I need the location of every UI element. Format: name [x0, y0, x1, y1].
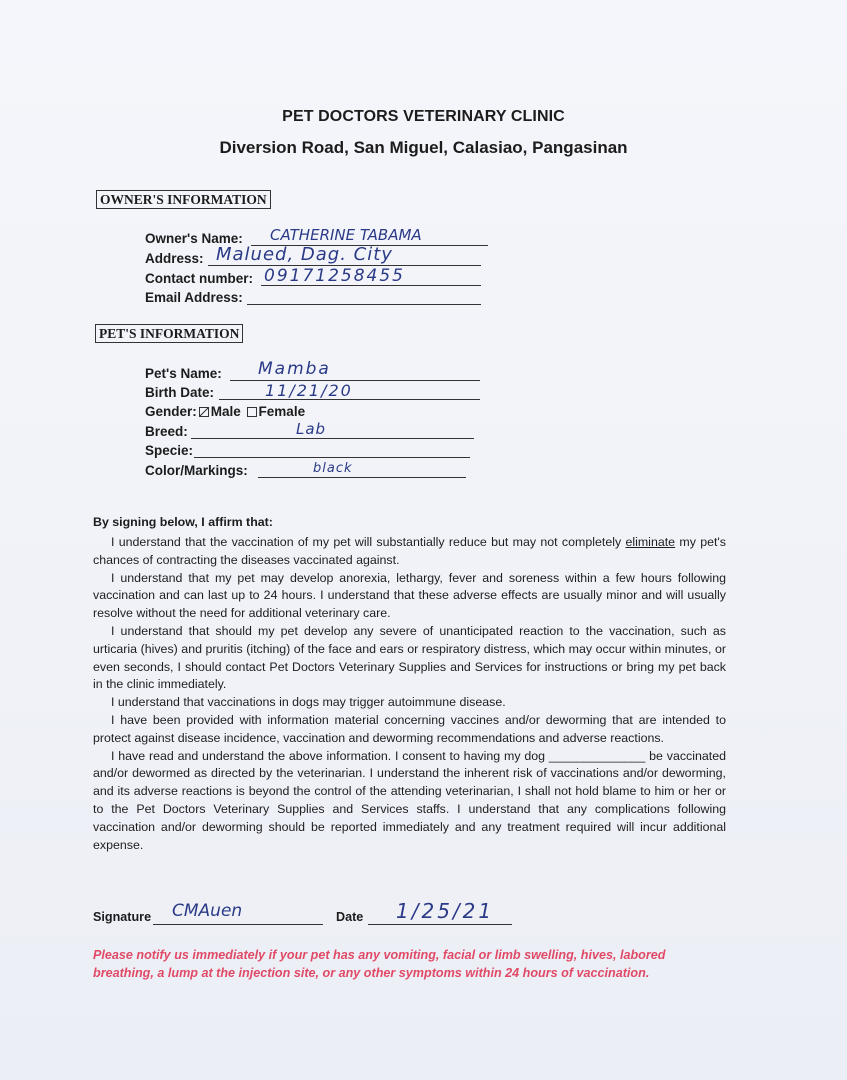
consent-paragraph: I understand that my pet may develop anorexia, lethargy, fever and soreness within a few hours following vaccination and can last up to 24 hours. I understand that these adverse effects are usually minor and will usually resolve without the need for additional veterinary care.	[93, 570, 726, 621]
gender-label: Gender:	[145, 404, 197, 419]
pet-name-label: Pet's Name:	[145, 366, 222, 381]
color-line	[258, 477, 466, 478]
owner-address-field[interactable]: Malued, Dag. City	[216, 244, 393, 265]
consent-paragraph: I understand that should my pet develop any severe of unanticipated reaction to the vaccination, such as urticaria (hives) and pruritis (itching) of the face and ears or respiratory distress, which may occur within minutes, or even seconds, I should contact Pet Doctors Veterinary Supplies and Services for instructions or bring my pet back in the clinic immediately.	[93, 623, 726, 692]
breed-field[interactable]: Lab	[296, 420, 327, 438]
breed-label: Breed:	[145, 424, 188, 439]
date-label: Date	[336, 910, 364, 924]
female-option-label: Female	[258, 404, 306, 419]
consent-text: I have read and understand the above information. I consent to having my dog	[111, 748, 546, 763]
consent-paragraph: I understand that vaccinations in dogs may trigger autoimmune disease.	[111, 695, 506, 710]
signature-line	[153, 924, 323, 925]
dog-name-blank[interactable]: ______________	[548, 748, 646, 763]
color-field[interactable]: black	[313, 461, 353, 476]
owner-contact-field[interactable]: 09171258455	[264, 266, 405, 286]
date-field[interactable]: 1/25/21	[396, 899, 495, 923]
gender-row	[145, 404, 305, 419]
owner-section-title: OWNER'S INFORMATION	[96, 190, 271, 209]
pet-name-field[interactable]: Mamba	[258, 359, 331, 379]
owner-name-field[interactable]: CATHERINE TABAMA	[270, 226, 422, 244]
signature-label: Signature	[93, 910, 152, 924]
color-label: Color/Markings:	[145, 463, 248, 478]
consent-text: be vaccinated and/or dewormed as directed by the veterinarian. I understand the inherent risk of vaccinations and/or deworming, and its adverse reactions is beyond the control of the attending veterinarian, I shall not hold blame to him or her or to the Pet Doctors Veterinary Supplies and Services staffs. I understand that any complications following vaccination and/or deworming should be reported immediately and any treatment required will incur additional expense.	[93, 748, 726, 852]
consent-paragraph	[93, 748, 726, 855]
consent-body	[93, 534, 726, 854]
breed-line	[191, 438, 474, 439]
clinic-name: PET DOCTORS VETERINARY CLINIC	[282, 108, 565, 125]
owner-address-label: Address:	[145, 251, 204, 266]
male-option-label: Male	[210, 404, 241, 419]
specie-label: Specie:	[145, 443, 194, 458]
pet-section-title: PET'S INFORMATION	[95, 324, 243, 343]
consent-underlined-word: eliminate	[625, 535, 676, 549]
specie-line	[194, 457, 470, 458]
owner-email-line	[247, 304, 481, 305]
female-checkbox[interactable]	[247, 407, 257, 417]
consent-text: my pet's chances of contracting the diseases vaccinated against.	[93, 535, 726, 567]
birth-date-field[interactable]: 11/21/20	[265, 381, 353, 400]
male-checkbox[interactable]	[199, 407, 209, 417]
consent-paragraph: I have been provided with information material concerning vaccines and/or deworming that are intended to protect against disease incidence, vaccination and deworming recommendations and adverse reactions.	[93, 712, 726, 745]
consent-text: I understand that the vaccination of my pet will substantially reduce but may not completely	[111, 535, 626, 549]
consent-heading: By signing below, I affirm that:	[93, 515, 273, 529]
date-line	[368, 924, 512, 925]
signature-field[interactable]: CMAuen	[172, 901, 243, 921]
consent-paragraph	[93, 534, 726, 570]
clinic-address: Diversion Road, San Miguel, Calasiao, Pangasinan	[219, 138, 628, 157]
notice-text: Please notify us immediately if your pet has any vomiting, facial or limb swelling, hives, labored breathing, a lump at the injection site, or any other symptoms within 24 hours of vaccination.	[93, 948, 666, 980]
owner-email-label: Email Address:	[145, 290, 243, 305]
birth-date-label: Birth Date:	[145, 385, 215, 400]
owner-name-label: Owner's Name:	[145, 231, 243, 246]
owner-contact-label: Contact number:	[145, 271, 253, 286]
